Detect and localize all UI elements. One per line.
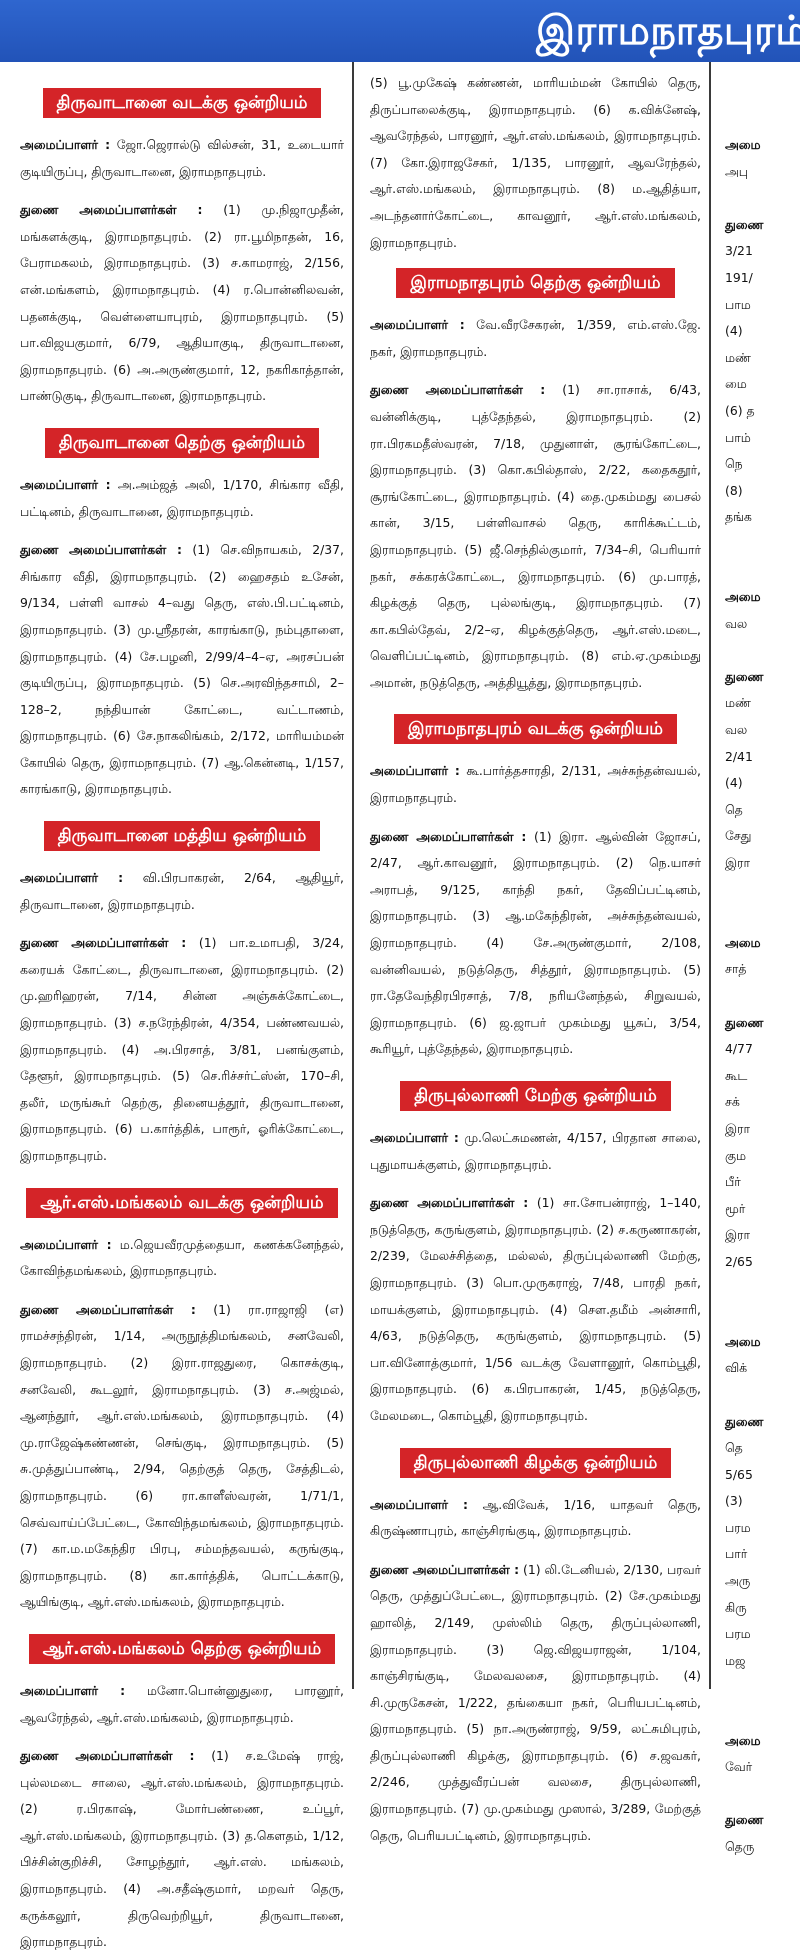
deputies-paragraph <box>20 930 344 1169</box>
column-1 <box>0 62 354 1950</box>
deputies-paragraph <box>370 1557 701 1850</box>
line-gap <box>725 903 800 930</box>
cropped-text-fragment: தெ <box>725 1440 743 1456</box>
organizer-label: அமைப்பாளர் : <box>370 1130 459 1145</box>
cropped-text-fragment: விக் <box>725 1360 748 1376</box>
union-section <box>370 1448 701 1850</box>
deputies-paragraph <box>370 377 701 696</box>
union-heading: திருவாடானை மத்திய ஒன்றியம் <box>44 821 321 851</box>
deputies-label: துணை அமைப்பாளர்கள் : <box>370 1561 520 1577</box>
union-heading: இராமநாதபுரம் வடக்கு ஒன்றியம் <box>394 714 677 744</box>
organizer-paragraph <box>370 1492 701 1545</box>
cropped-text-fragment: 5/65 <box>725 1466 753 1482</box>
cropped-text-fragment: சக் <box>725 1094 740 1110</box>
deputies-text: (1) மு.நிஜாமுதீன், மங்களக்குடி, இராமநாதபுரம். (2) ரா.பூமிநாதன், 16, பேராமகலம், இராமநாதபுரம். (3) ச.காமராஜ், 2/156, என்.மங்களம், இராமநாதபுரம். (4) ர.பொன்னிலவன், பதனக்குடி, வெள்ளையாபுரம், இராமநாதபுரம். (5) பா.விஜயகுமார், 6/79, ஆதியாகுடி, திருவாடானை, இராமநாதபுரம். (6) அ.அருண்குமார், 12, நகரிகாத்தான், பாண்டுகுடி, திருவாடானை, இராமநாதபுரம். <box>20 202 344 404</box>
organizer-label: அமைப்பாளர் : <box>20 1682 126 1698</box>
cropped-text-fragment: துணை <box>725 668 764 684</box>
line-gap <box>725 877 800 904</box>
page-title: இராமநாதபுரம் <box>536 8 808 54</box>
cropped-text-fragment: பார் <box>725 1546 748 1562</box>
organizer-paragraph <box>20 1678 344 1731</box>
union-heading: திருபுல்லாணி கிழக்கு ஒன்றியம் <box>400 1448 672 1478</box>
deputies-paragraph <box>370 1190 701 1429</box>
union-section <box>20 88 344 410</box>
cropped-text-fragment: அமை <box>725 137 761 152</box>
deputies-text: (1) ரா.ராஜாஜி (எ) ராமச்சந்திரன், 1/14, அருநூத்திமங்கலம், சனவேலி, இராமநாதபுரம். (2) இரா.ராஜதுரை, கொசக்குடி, சனவேலி, கூடலூர், இராமநாதபுரம். (3) ச.அஜ்மல், ஆனந்தூர், ஆர்.எஸ்.மங்கலம், இராமநாதபுரம். (4) மு.ராஜேஷ்கண்ணன், செங்குடி, இராமநாதபுரம். (5) சு.முத்துப்பாண்டி, 2/94, தெற்குத் தெரு, சேத்திடல், இராமநாதபுரம். (6) ரா.காளீஸ்வரன், 1/71/1, செவ்வாய்ப்பேட்டை, கோவிந்தமங்கலம், இராமநாதபுரம். (7) கா.ம.மகேந்திர பிரபு, சம்மந்தவயல், கருங்குடி, இராமநாதபுரம். (8) கா.கார்த்திக், பொட்டக்காடு, ஆயிங்குடி, ஆர்.எஸ்.மங்கலம், இராமநாதபுரம். <box>20 1301 344 1610</box>
deputies-text: (1) லி.டேனியல், 2/130, பரவர் தெரு, முத்துப்பேட்டை, இராமநாதபுரம். (2) சே.முகம்மது ஹாலித், 2/149, முஸ்லிம் தெரு, திருப்புல்லாணி, இராமநாதபுரம். (3) ஜெ.விஜயராஜன், 1/104, காஞ்சிரங்குடி, மேலவலசை, இராமநாதபுரம். (4) சி.முருகேசன், 1/222, தங்கையா நகர், பெரியபட்டினம், இராமநாதபுரம். (5) நா.அருண்ராஜ், 9/59, லட்சுமிபுரம், திருப்புல்லாணி கிழக்கு, இராமநாதபுரம். (6) ச.ஜவகர், 2/246, முத்துவீரப்பன் வலசை, திருபுல்லாணி, இராமநாதபுரம். (7) மு.முகம்மது முஸால், 3/289, மேற்குத் தெரு, பெரியபட்டினம், இராமநாதபுரம். <box>370 1561 701 1843</box>
cropped-text-fragment: 2/41 <box>725 748 753 764</box>
organizer-label: அமைப்பாளர் : <box>370 317 465 333</box>
deputies-text: (1) இரா. ஆல்வின் ஜோசப், 2/47, ஆர்.காவனூர், இராமநாதபுரம். (2) நெ.யாசர் அராபத், 9/125, காந்தி நகர், தேவிப்பட்டினம், இராமநாதபுரம். (3) ஆ.மகேந்திரன், அச்சுந்தன்வயல், இராமநாதபுரம். (4) சே.அருண்குமார், 2/108, வன்னிவயல், நடுத்தெரு, சித்தூர், இராமநாதபுரம். (5) ரா.தேவேந்திரபிரசாத், 7/8, நரியனேந்தல், சிறுவயல், இராமநாதபுரம். (6) ஜ.ஜாபர் முகம்மது யூசுப், 3/54, கூரியூர், புத்தேந்தல், இராமநாதபுரம். <box>370 828 701 1057</box>
deputies-label: துணை அமைப்பாளர்கள் : <box>20 1301 196 1317</box>
deputies-text: (1) செ.விநாயகம், 2/37, சிங்கார வீதி, இராமநாதபுரம். (2) ஹைசதம் உசேன், 9/134, பள்ளி வாசல் 4–வது தெரு, எஸ்.பி.பட்டினம், இராமநாதபுரம். (3) மு.ஸ்ரீதரன், காரங்காடு, நம்புதாளை, இராமநாதபுரம். (4) சே.பழனி, 2/99/4–4–ஏ, அரசப்பன் குடியிருப்பு, இராமநாதபுரம். (5) செ.அரவிந்தசாமி, 2–128–2, நந்தியான் கோட்டை, வட்டாணம், இராமநாதபுரம். (6) சே.நாகலிங்கம், 2/172, மாரியம்மன் கோயில் தெரு, இராமநாதபுரம். (7) ஆ.கென்னடி, 1/157, காரங்காடு, இராமநாதபுரம். <box>20 542 344 797</box>
cropped-text-fragment: பாம் <box>725 429 751 445</box>
union-heading: திருபுல்லாணி மேற்கு ஒன்றியம் <box>400 1081 671 1111</box>
column-2 <box>356 62 711 1843</box>
organizer-paragraph <box>370 1125 701 1178</box>
union-section <box>20 1188 344 1616</box>
column-3-cropped <box>713 62 800 1854</box>
deputies-text: (1) சா.ராசாக், 6/43, வன்னிக்குடி, புத்தேந்தல், இராமநாதபுரம். (2) ரா.பிரகமதீஸ்வரன், 7/18, முதுனாள், சூரங்கோட்டை, இராமநாதபுரம். (3) கொ.கபில்தாஸ், 2/22, கதைகதூர், சூரங்கோட்டை, இராமநாதபுரம். (4) தை.முகம்மது பைசல் கான், 3/15, பள்ளிவாசல் தெரு, காரிக்கூட்டம், இராமநாதபுரம். (5) ஜீ.செந்தில்குமார், 7/34–சி, பெரியார் நகர், சக்கரக்கோட்டை, இராமநாதபுரம். (6) மு.பாரத், கிழக்குத் தெரு, புல்லங்குடி, இராமநாதபுரம். (7) கா.கபில்தேவ், 2/2–ஏ, கிழக்குத்தெரு, ஆர்.எஸ்.மடை, வெளிப்பட்டினம், இராமநாதபுரம். (8) எம்.ஏ.முகம்மது அமான், நடுத்தெரு, அத்தியூத்து, இராமநாதபுரம். <box>370 382 701 690</box>
deputies-label: துணை அமைப்பாளர்கள் : <box>20 202 203 218</box>
union-heading: திருவாடானை தெற்கு ஒன்றியம் <box>45 428 319 458</box>
union-section <box>370 268 701 696</box>
union-heading: திருவாடானை வடக்கு ஒன்றியம் <box>43 88 322 118</box>
cropped-text-fragment: (8) <box>725 482 743 498</box>
cropped-text-fragment: நெ <box>725 456 743 472</box>
line-gap <box>725 558 800 585</box>
union-section <box>20 1634 344 1956</box>
cropped-text-fragment: அமை <box>725 934 761 950</box>
cropped-text-fragment: தெரு <box>725 1839 755 1854</box>
organizer-text: மு.லெட்சுமணன், 4/157, பிரதான சாலை, புதுமாயக்குளம், இராமநாதபுரம். <box>370 1130 701 1172</box>
deputies-label: துணை அமைப்பாளர்கள் : <box>20 542 182 558</box>
organizer-label: அமைப்பாளர் : <box>370 1496 468 1512</box>
cropped-text-fragment: சேது <box>725 828 752 844</box>
organizer-text: வி.பிரபாகரன், 2/64, ஆதியூர், திருவாடானை, இராமநாதபுரம். <box>20 870 344 912</box>
cropped-text-fragment: மை <box>725 376 747 392</box>
organizer-paragraph <box>20 132 344 185</box>
organizer-text: ம.ஜெயவீரமுத்தையா, கணக்கனேந்தல், கோவிந்தமங்கலம், இராமநாதபுரம். <box>20 1236 344 1279</box>
organizer-text: கூ.பார்த்தசாரதி, 2/131, அச்சுந்தன்வயல், இராமநாதபுரம். <box>370 763 701 806</box>
line-gap <box>725 531 800 558</box>
line-gap <box>725 185 800 212</box>
cropped-text-fragment: பரம <box>725 1626 751 1642</box>
cropped-text-fragment: அரு <box>725 1573 751 1589</box>
organizer-paragraph <box>20 472 344 525</box>
cropped-text-fragment: தெ <box>725 801 743 817</box>
organizer-label: அமைப்பாளர் : <box>370 763 460 779</box>
union-section <box>370 714 701 1063</box>
cropped-text-fragment: தங்க <box>725 509 752 525</box>
organizer-text: அ.அம்ஜத் அலி, 1/170, சிங்கார வீதி, பட்டினம், திருவாடானை, இராமநாதபுரம். <box>20 476 344 519</box>
cropped-text-fragment: 4/77 <box>725 1041 753 1057</box>
cropped-text-fragment: இரா <box>725 1120 750 1136</box>
union-section <box>20 428 344 803</box>
organizer-paragraph <box>370 758 701 811</box>
line-gap <box>725 983 800 1010</box>
deputies-text: (1) பா.உமாபதி, 3/24, கரையக் கோட்டை, திருவாடானை, இராமநாதபுரம். (2) மு.ஹரிஹரன், 7/14, சின்ன அஞ்சுக்கோட்டை, இராமநாதபுரம். (3) ச.நரேந்திரன், 4/354, பண்ணவயல், இராமநாதபுரம். (4) அ.பிரசாத், 3/81, பனங்குளம், தேளூர், இராமநாதபுரம். (5) செ.ரிச்சர்ட்ஸ்ன், 170–சி, தலீர், மருங்கூர் தெற்கு, தினையத்தூர், திருவாடானை, இராமநாதபுரம். (6) ப.கார்த்திக், பாரூர், ஓரிக்கோட்டை, இராமநாதபுரம். <box>20 935 344 1163</box>
cropped-text-fragment: (6) த <box>725 402 755 418</box>
cropped-text-fragment: வல <box>725 722 748 738</box>
continuation-paragraph: (5) பூ.முகேஷ் கண்ணன், மாரியம்மன் கோயில் தெரு, திருப்பாலைக்குடி, இராமநாதபுரம். (6) க.விக்னேஷ், ஆவரேந்தல், பாரனூர், ஆர்.எஸ்.மங்கலம், இராமநாதபுரம். (7) கோ.இராஜசேகர், 1/135, பாரனூர், ஆவரேந்தல், ஆர்.எஸ்.மங்கலம், இராமநாதபுரம். (8) ம.ஆதித்யா, அடந்தனார்கோட்டை, காவனூர், ஆர்.எஸ்.மங்கலம், இராமநாதபுரம். <box>370 75 701 250</box>
cropped-text-fragment: கூட <box>725 1067 748 1083</box>
deputies-label: துணை அமைப்பாளர்கள் : <box>370 382 546 398</box>
cropped-text-fragment: துணை <box>725 1812 764 1828</box>
cropped-text-fragment: 3/21 <box>725 243 753 259</box>
cropped-text-fragment: பரம <box>725 1519 751 1535</box>
deputies-paragraph <box>20 1297 344 1616</box>
deputies-label: துணை அமைப்பாளர்கள் : <box>370 828 527 844</box>
union-section <box>370 1081 701 1430</box>
cropped-text-fragment: (3) <box>725 1493 743 1509</box>
cropped-text-fragment: துணை <box>725 1413 764 1429</box>
page-banner <box>0 0 808 62</box>
cropped-text-fragment: சாத் <box>725 961 747 977</box>
cropped-text-fragment: மஜ <box>725 1652 746 1668</box>
line-gap <box>725 1701 800 1728</box>
deputies-label: துணை அமைப்பாளர்கள் : <box>20 1748 195 1764</box>
line-gap <box>725 1302 800 1329</box>
cropped-text-fragment: இரா <box>725 855 750 871</box>
organizer-paragraph <box>370 312 701 365</box>
deputies-paragraph <box>20 197 344 410</box>
cropped-text-fragment: துணை <box>725 1014 764 1030</box>
organizer-text: ஜோ.ஜெரால்டு வில்சன், 31, உடையார் குடியிருப்பு, திருவாடானை, இராமநாதபுரம். <box>20 137 344 179</box>
cropped-text-fragment: பாம <box>725 296 751 312</box>
organizer-label: அமைப்பாளர் : <box>20 137 111 152</box>
cropped-text-fragment: துணை <box>725 216 764 232</box>
organizer-text: வே.வீரசேகரன், 1/359, எம்.எஸ்.ஜே. நகர், இராமநாதபுரம். <box>370 317 701 359</box>
organizer-label: அமைப்பாளர் : <box>20 870 124 886</box>
cropped-text-fragment: அமை <box>725 1333 761 1349</box>
cropped-text-fragment: அமை <box>725 589 761 605</box>
deputies-paragraph <box>20 537 344 803</box>
organizer-paragraph <box>20 865 344 918</box>
cropped-text-fragment: அமை <box>725 1732 761 1748</box>
deputies-text: (1) சா.சோபன்ராஜ், 1–140, நடுத்தெரு, கருங்குளம், இராமநாதபுரம். (2) ச.கருணாகரன், 2/239, மேலச்சித்தை, மல்லல், திருப்புல்லாணி மேற்கு, இராமநாதபுரம். (3) பொ.முருகராஜ், 7/48, பாரதி நகர், மாயக்குளம், இராமநாதபுரம். (4) சௌ.தமீம் அன்சாரி, 4/63, நடுத்தெரு, கருங்குளம், இராமநாதபுரம். (5) பா.வினோத்குமார், 1/56 வடக்கு வேளானூர், கொம்பூதி, இராமநாதபுரம். (6) க.பிரபாகரன், 1/45, நடுத்தெரு, மேலமடை, கொம்பூதி, இராமநாதபுரம். <box>370 1195 701 1423</box>
deputies-text: (1) ச.உமேஷ் ராஜ், புல்லமடை சாலை, ஆர்.எஸ்.மங்கலம், இராமநாதபுரம். (2) ர.பிரகாஷ், மோர்பண்ணை, உப்பூர், ஆர்.எஸ்.மங்கலம், இராமநாதபுரம். (3) த.கௌதம், 1/12, பிச்சின்குறிச்சி, சோழந்தூர், ஆர்.எஸ். மங்கலம், இராமநாதபுரம். (4) அ.சதீஷ்குமார், மறவர் தெரு, கருக்கலூர், திருவெற்றியூர், திருவாடானை, இராமநாதபுரம். <box>20 1748 344 1950</box>
organizer-text: மனோ.பொன்னுதுரை, பாரனூர், ஆவரேந்தல், ஆர்.எஸ்.மங்கலம், இராமநாதபுரம். <box>20 1682 344 1725</box>
union-section <box>20 821 344 1170</box>
cropped-text-fragment: கிரு <box>725 1599 747 1615</box>
deputies-label: துணை அமைப்பாளர்கள் : <box>370 1195 529 1211</box>
deputies-paragraph <box>20 1743 344 1956</box>
line-gap <box>725 1382 800 1409</box>
cropped-text-fragment: வல <box>725 615 748 631</box>
union-heading: ஆர்.எஸ்.மங்கலம் வடக்கு ஒன்றியம் <box>26 1188 337 1218</box>
cropped-text-fragment: மண் <box>725 695 751 711</box>
line-gap <box>725 1674 800 1701</box>
union-heading: ஆர்.எஸ்.மங்கலம் தெற்கு ஒன்றியம் <box>29 1634 335 1664</box>
organizer-label: அமைப்பாளர் : <box>20 1236 112 1252</box>
cropped-text-fragment: (4) <box>725 323 743 339</box>
cropped-text-fragment: இரா <box>725 1227 750 1243</box>
cropped-text-fragment: பீர் <box>725 1174 741 1190</box>
deputies-paragraph <box>370 824 701 1063</box>
cropped-text-fragment: கும <box>725 1147 746 1163</box>
cropped-text-fragment: மண் <box>725 349 751 365</box>
organizer-label: அமைப்பாளர் : <box>20 476 111 492</box>
deputies-label: துணை அமைப்பாளர்கள் : <box>20 935 187 951</box>
cropped-text-fragment: 2/65 <box>725 1253 753 1269</box>
line-gap <box>725 1276 800 1303</box>
cropped-text-fragment: 191/ <box>725 269 753 285</box>
organizer-paragraph <box>20 1232 344 1285</box>
line-gap <box>725 1781 800 1808</box>
cropped-text-fragment: வேர் <box>725 1759 753 1775</box>
cropped-text-fragment: மூர் <box>725 1200 746 1216</box>
organizer-text: ஆ.விவேக், 1/16, யாதவர் தெரு, கிருஷ்ணாபுரம், காஞ்சிரங்குடி, இராமநாதபுரம். <box>370 1496 701 1539</box>
cropped-text-fragment: அபு <box>725 163 748 179</box>
line-gap <box>725 637 800 664</box>
cropped-text-fragment: (4) <box>725 775 743 791</box>
union-heading: இராமநாதபுரம் தெற்கு ஒன்றியம் <box>396 268 674 298</box>
